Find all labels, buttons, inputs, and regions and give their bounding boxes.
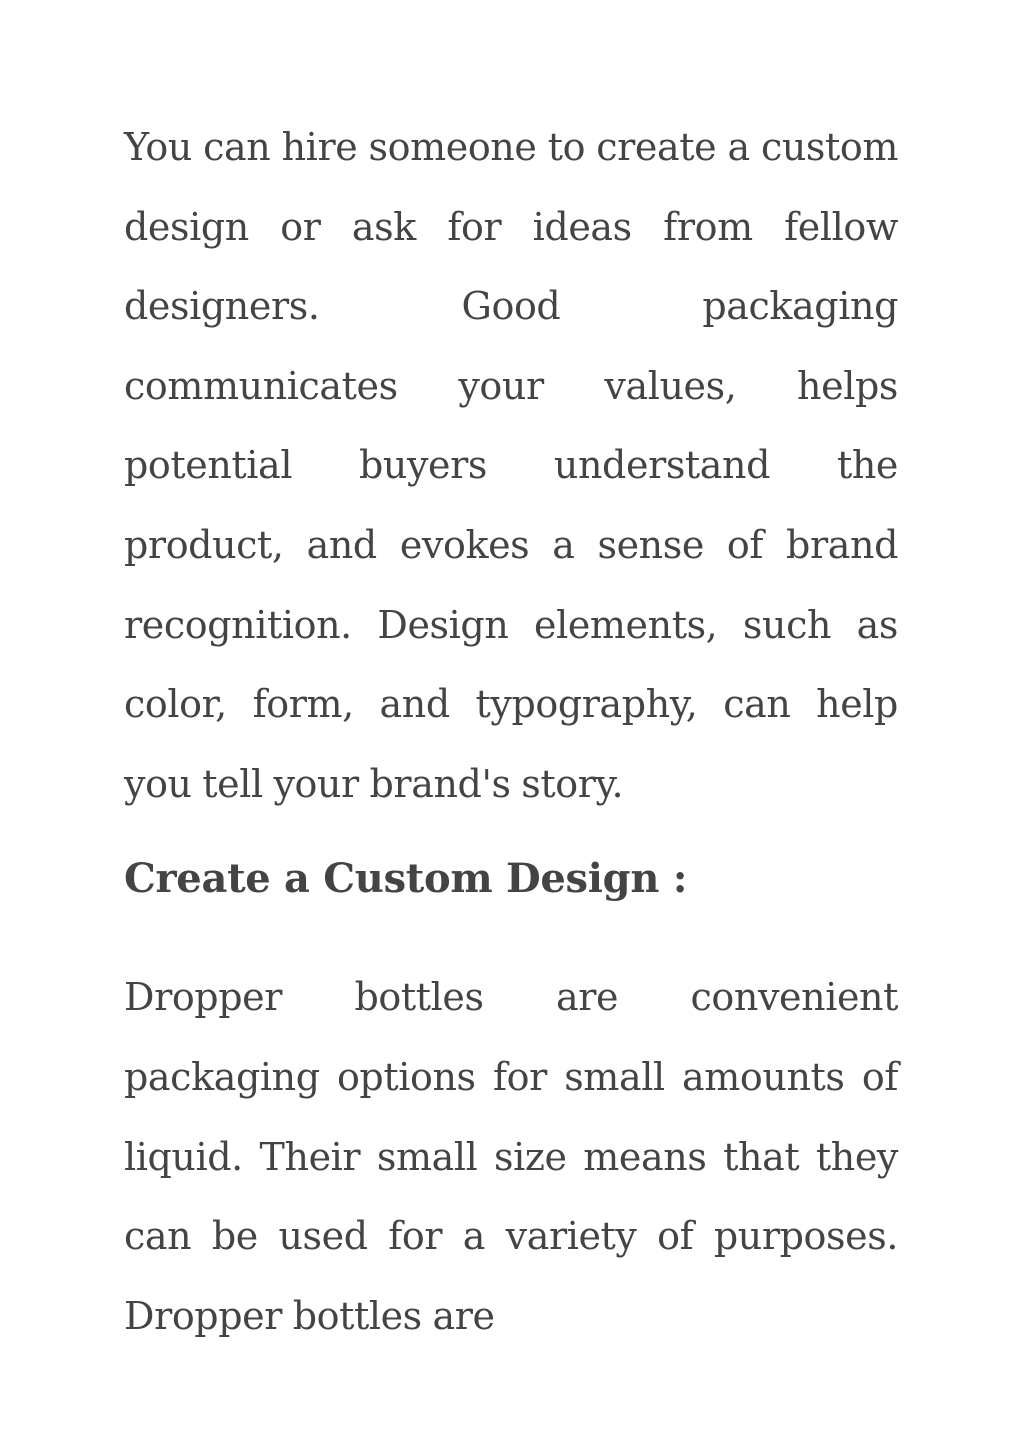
document-page <box>124 108 898 1356</box>
body-paragraph: Dropper bottles are convenient packaging options for small amounts of liquid. Their small size means that they can be used for a variety of purposes. Dropper bottles are <box>124 975 898 1338</box>
body-paragraph: You can hire someone to create a custom design or ask for ideas from fellow designers. Good packaging communicates your values, helps potential buyers understand the product, and evokes a sense of brand recognition. Design elements, such as color, form, and typography, can help you tell your brand's story. <box>124 125 898 806</box>
section-heading: Create a Custom Design : <box>124 855 688 903</box>
